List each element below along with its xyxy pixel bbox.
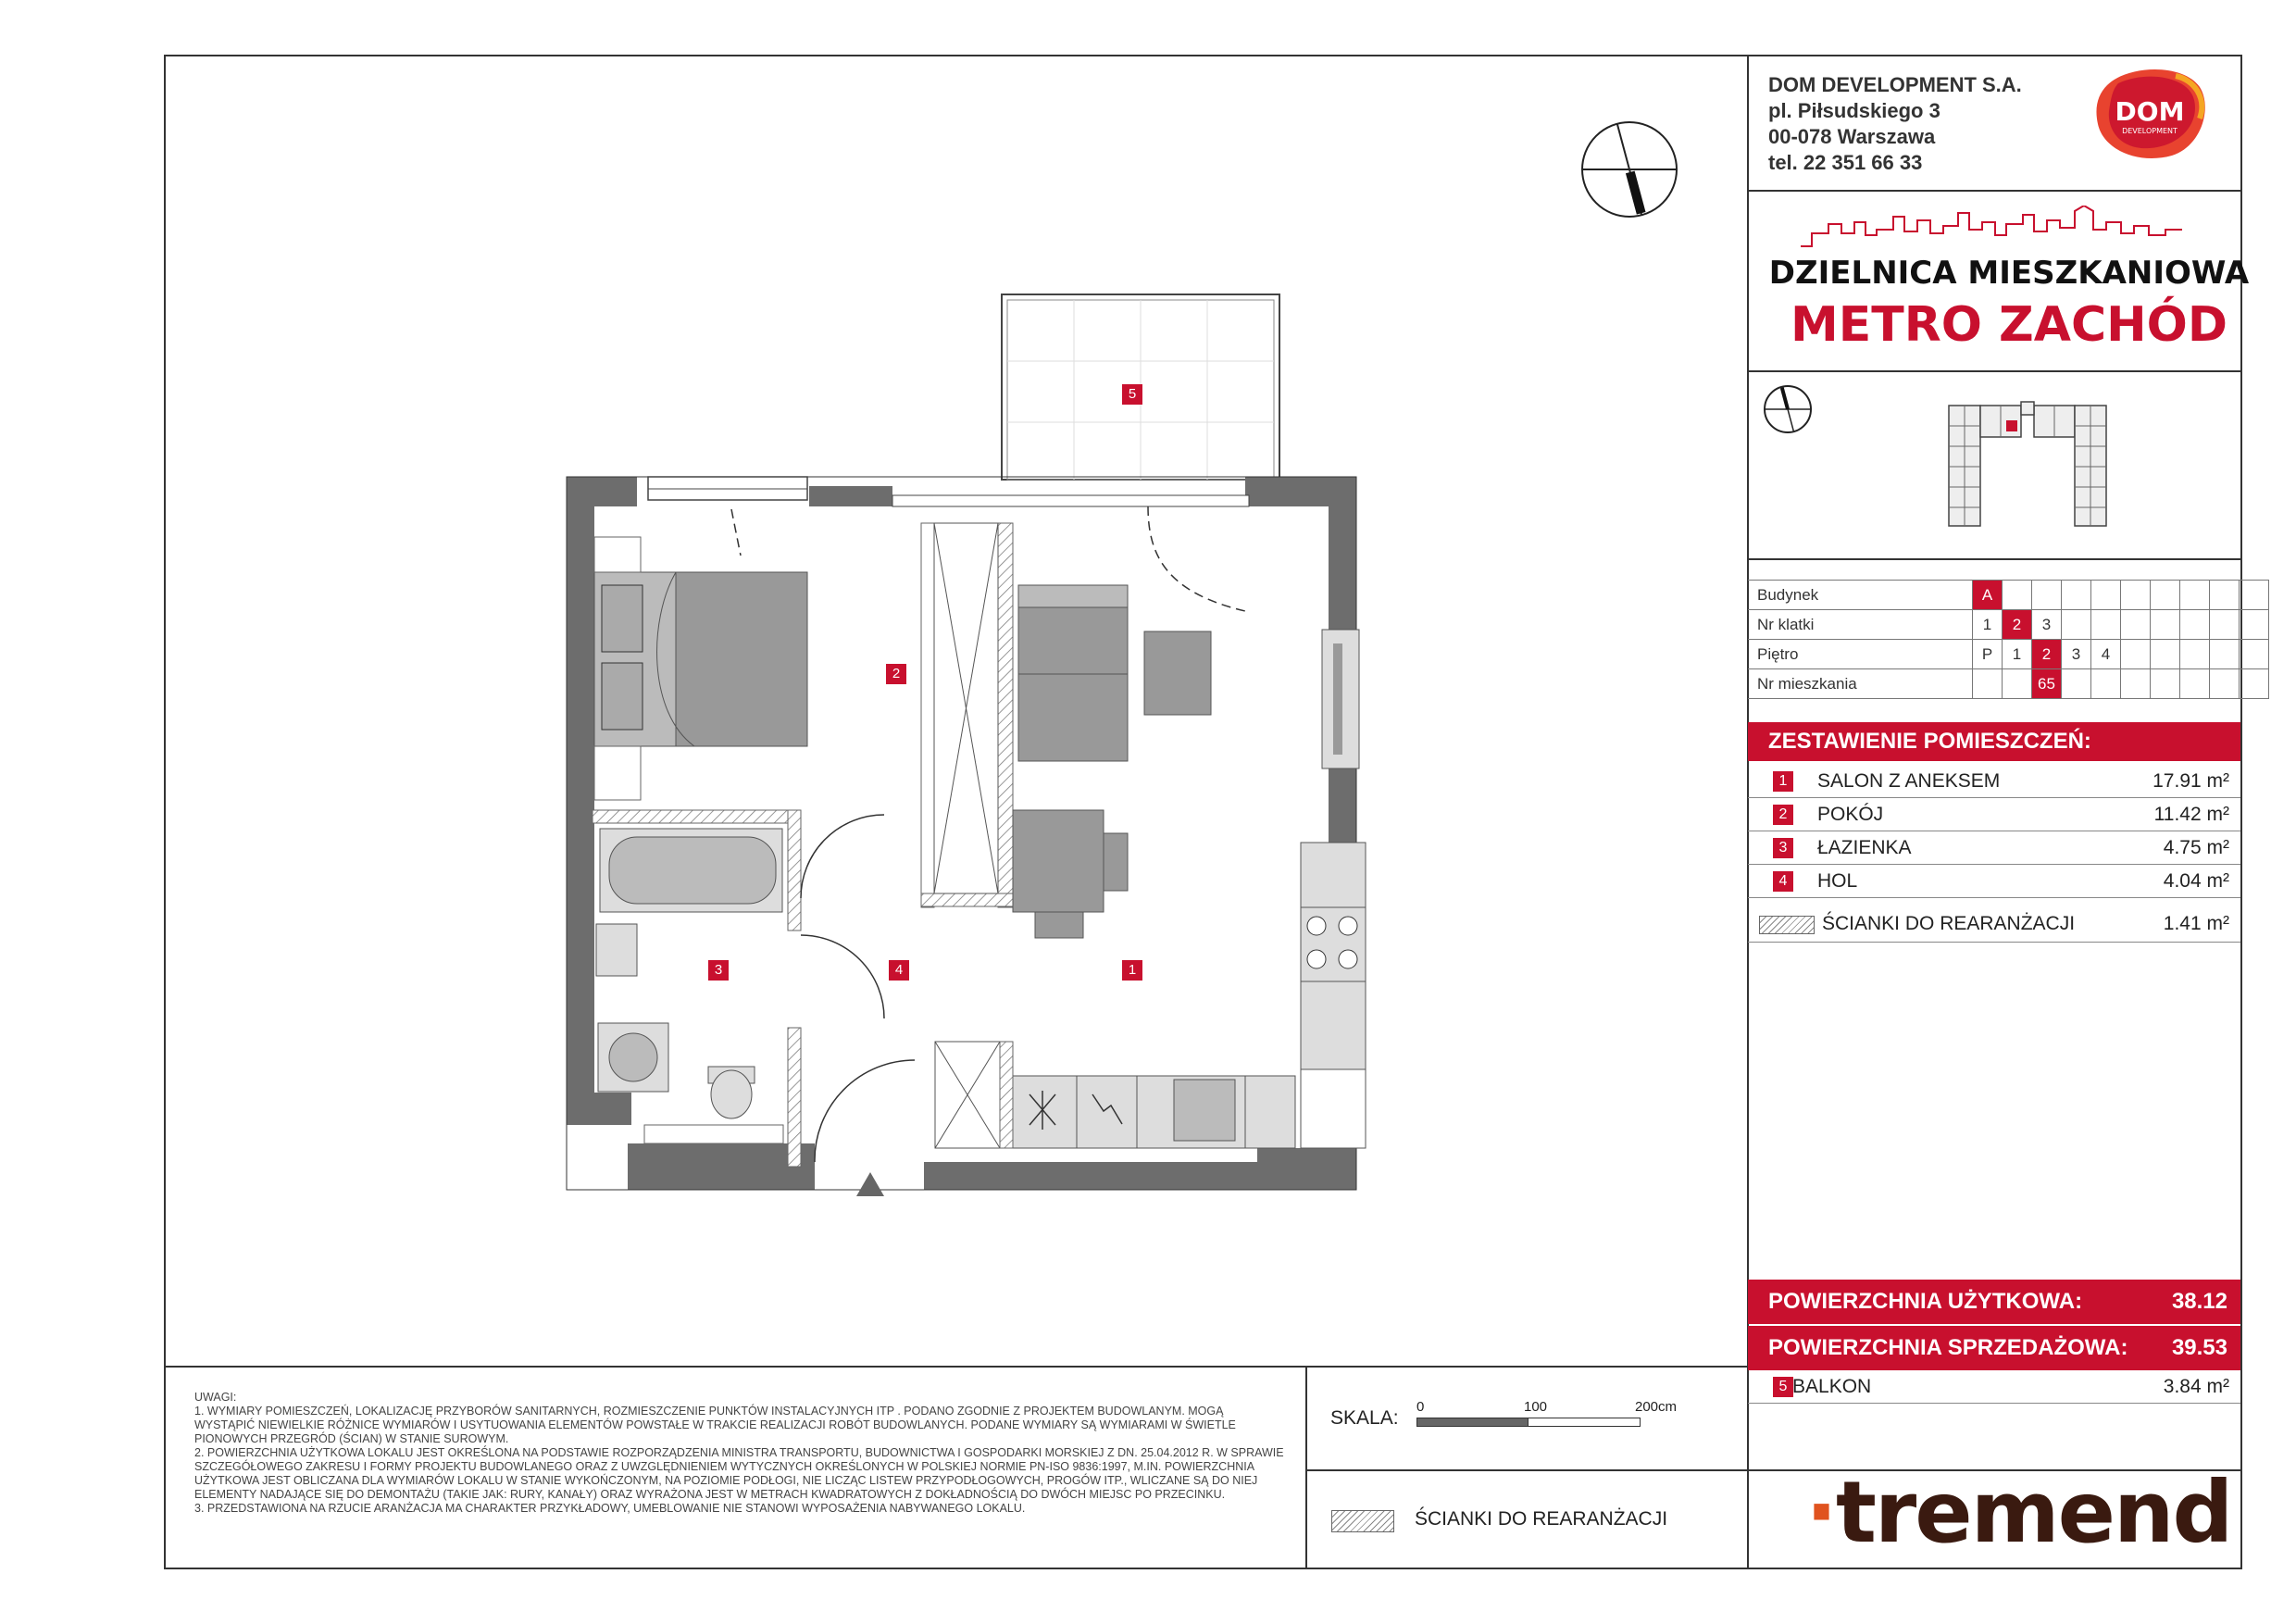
partition-row [1748, 906, 2240, 943]
location-cell [2062, 610, 2091, 640]
location-cell: P [1973, 640, 2003, 669]
room-label-2: 2 [886, 664, 906, 684]
compass-icon [1578, 119, 1680, 220]
room-row [1748, 831, 2240, 865]
divider [1305, 1366, 1307, 1569]
location-cell: A [1973, 581, 2003, 610]
room-area: 4.04 m² [2163, 870, 2229, 892]
location-row [1748, 640, 2269, 669]
room-name: ŁAZIENKA [1817, 837, 1912, 858]
location-row [1748, 581, 2269, 610]
scale-bar [1416, 1399, 1678, 1427]
company-city: 00-078 Warszawa [1768, 125, 1936, 148]
tremend-logo [1805, 1463, 2231, 1562]
location-row-label: Nr klatki [1748, 610, 1973, 640]
room-name: HOL [1817, 870, 1858, 892]
room-name: POKÓJ [1817, 804, 1884, 825]
scale-label: SKALA: [1330, 1407, 1399, 1429]
sale-area-label: POWIERZCHNIA SPRZEDAŻOWA: [1768, 1335, 2128, 1360]
room-number: 3 [1773, 838, 1793, 858]
room-number: 4 [1773, 871, 1793, 892]
legend-partition-label: ŚCIANKI DO REARANŻACJI [1415, 1508, 1668, 1530]
partition-area: 1.41 m² [2163, 913, 2229, 934]
balcony-name: BALKON [1792, 1376, 1872, 1397]
location-cell [2003, 581, 2032, 610]
location-cell [2091, 669, 2121, 699]
location-cell [2091, 581, 2121, 610]
location-cell [2180, 669, 2210, 699]
room-row [1748, 798, 2240, 831]
location-cell [2091, 610, 2121, 640]
location-cell: 1 [2003, 640, 2032, 669]
company-name: DOM DEVELOPMENT S.A. [1768, 73, 2022, 96]
location-cell [2151, 640, 2180, 669]
room-number: 2 [1773, 805, 1793, 825]
divider [1747, 370, 2242, 372]
room-name: SALON Z ANEKSEM [1817, 770, 2001, 792]
logo-subtext: DEVELOPMENT [2122, 127, 2177, 135]
location-cell [2240, 610, 2269, 640]
location-cell: 65 [2032, 669, 2062, 699]
divider [1747, 558, 2242, 560]
project-title-line1: DZIELNICA MIESZKANIOWA [1768, 255, 2250, 292]
location-cell: 4 [2091, 640, 2121, 669]
location-cell [2062, 669, 2091, 699]
location-cell [2121, 669, 2151, 699]
room-row [1748, 865, 2240, 898]
project-title-line2: METRO ZACHÓD [1790, 297, 2228, 353]
location-cell [2121, 610, 2151, 640]
location-cell [2210, 669, 2240, 699]
location-row [1748, 610, 2269, 640]
room-label-3: 3 [708, 960, 729, 981]
room-area: 11.42 m² [2153, 804, 2229, 825]
room-area: 17.91 m² [2152, 770, 2229, 792]
sale-area-value: 39.53 [2171, 1335, 2227, 1360]
room-label-1: 1 [1122, 960, 1142, 981]
room-number: 1 [1773, 771, 1793, 792]
project-title [1768, 255, 2250, 353]
sale-area-row [1748, 1326, 2240, 1370]
location-cell [2180, 610, 2210, 640]
tremend-accent: · [1805, 1463, 1836, 1562]
floor-plan [555, 287, 1416, 1204]
location-row-label: Piętro [1748, 640, 1973, 669]
company-info [1768, 72, 2022, 176]
usable-area-value: 38.12 [2171, 1289, 2227, 1314]
location-row-label: Budynek [1748, 581, 1973, 610]
location-cell [2151, 610, 2180, 640]
company-street: pl. Piłsudskiego 3 [1768, 99, 1940, 122]
location-cell [2062, 581, 2091, 610]
location-cell [2240, 669, 2269, 699]
location-cell: 1 [1973, 610, 2003, 640]
room-label-4: 4 [889, 960, 909, 981]
notes [194, 1391, 1287, 1516]
location-cell: 3 [2062, 640, 2091, 669]
usable-area-label: POWIERZCHNIA UŻYTKOWA: [1768, 1289, 2083, 1314]
balcony-row [1748, 1370, 2240, 1404]
hatch-swatch [1759, 916, 1815, 934]
note-1: 1. WYMIARY POMIESZCZEŃ, LOKALIZACJĘ PRZYBORÓW SANITARNYCH, ROZMIESZCZENIE PUNKTÓW INSTALACYJNYCH ITP . PODANO ZGODNIE Z PROJEKTEM BUDOWLANYM. MOGĄ WYSTĄPIĆ NIEWIELKIE RÓŻNICE WYMIARÓW I USYTUOWANIA ELEMENTÓW POWSTAŁE W TRAKCIE REALIZACJI ROBÓT BUDOWLANYCH. PODANE WYMIARY SĄ WYMIARAMI W ŚWIETLE PIONOWYCH PRZEGRÓD (ŚCIAN) W STANIE SUROWYM. [194, 1405, 1236, 1445]
note-2: 2. POWIERZCHNIA UŻYTKOWA LOKALU JEST OKREŚLONA NA PODSTAWIE ROZPORZĄDZENIA MINISTRA TRANSPORTU, BUDOWNICTWA I GOSPODARKI MORSKIEJ Z DN. 25.04.2012 R. W SPRAWIE SZCZEGÓŁOWEGO ZAKRESU I FORMY PROJEKTU BUDOWLANEGO ORAZ Z UWZGLĘDNIENIEM WYTYCZNYCH OKREŚLONYCH W POLSKIEJ NORMIE PN-ISO 9836:1997, M.IN. POWIERZCHNIA UŻYTKOWA JEST OBLICZANA DLA WYMIARÓW LOKALU W STANIE WYKOŃCZONYM, NA POZIOMIE PODŁOGI, NIE LICZĄC LISTEW PRZYPODŁOGOWYCH, PROGÓW ITP., WLICZANE SĄ DO NIEJ ELEMENTY NADAJĄCE SIĘ DO DEMONTAŻU (TAKIE JAK: RURY, KANAŁY) ORAZ WYRAŻONA JEST W METRACH KWADRATOWYCH Z DOKŁADNOŚCIĄ DO DWÓCH MIEJSC PO PRZECINKU. [194, 1446, 1284, 1501]
note-3: 3. PRZEDSTAWIONA NA RZUCIE ARANŻACJA MA CHARAKTER PRZYKŁADOWY, UMEBLOWANIE NIE STANOWI WYPOSAŻENIA NABYWANEGO LOKALU. [194, 1502, 1026, 1515]
location-cell [2180, 640, 2210, 669]
balcony-area: 3.84 m² [2163, 1376, 2229, 1397]
usable-area-row [1748, 1280, 2240, 1324]
scale-tick-0: 0 [1416, 1399, 1425, 1415]
location-cell [2121, 581, 2151, 610]
compass-small-icon [1763, 384, 1813, 434]
logo-text: DOM [2115, 96, 2185, 127]
location-cell [2240, 640, 2269, 669]
divider [1747, 190, 2242, 192]
room-area: 4.75 m² [2163, 837, 2229, 858]
location-cell [2032, 581, 2062, 610]
tremend-text: tremend [1835, 1463, 2232, 1562]
location-row [1748, 669, 2269, 699]
legend-hatch-swatch [1331, 1510, 1394, 1532]
skyline-graphic [1801, 206, 2182, 247]
location-cell [2180, 581, 2210, 610]
location-cell: 2 [2032, 640, 2062, 669]
location-cell [2210, 640, 2240, 669]
room-row [1748, 765, 2240, 798]
scale-tick-100: 100 [1524, 1399, 1548, 1415]
room-label-5: 5 [1122, 384, 1142, 405]
dom-development-logo [2090, 67, 2211, 161]
location-cell [2210, 581, 2240, 610]
location-cell: 3 [2032, 610, 2062, 640]
location-table [1748, 580, 2269, 699]
site-plan-map [1940, 398, 2115, 532]
partition-name: ŚCIANKI DO REARANŻACJI [1822, 913, 2076, 934]
scale-tick-200: 200cm [1635, 1399, 1678, 1415]
location-cell [2210, 610, 2240, 640]
location-cell [2151, 581, 2180, 610]
location-cell [2151, 669, 2180, 699]
location-cell [1973, 669, 2003, 699]
company-phone: tel. 22 351 66 33 [1768, 151, 1923, 174]
location-cell [2121, 640, 2151, 669]
location-cell [2003, 669, 2032, 699]
location-cell [2240, 581, 2269, 610]
location-row-label: Nr mieszkania [1748, 669, 1973, 699]
notes-title: UWAGI: [194, 1391, 237, 1404]
location-cell: 2 [2003, 610, 2032, 640]
balcony-number: 5 [1773, 1377, 1793, 1397]
rooms-header: ZESTAWIENIE POMIESZCZEŃ: [1748, 722, 2240, 761]
